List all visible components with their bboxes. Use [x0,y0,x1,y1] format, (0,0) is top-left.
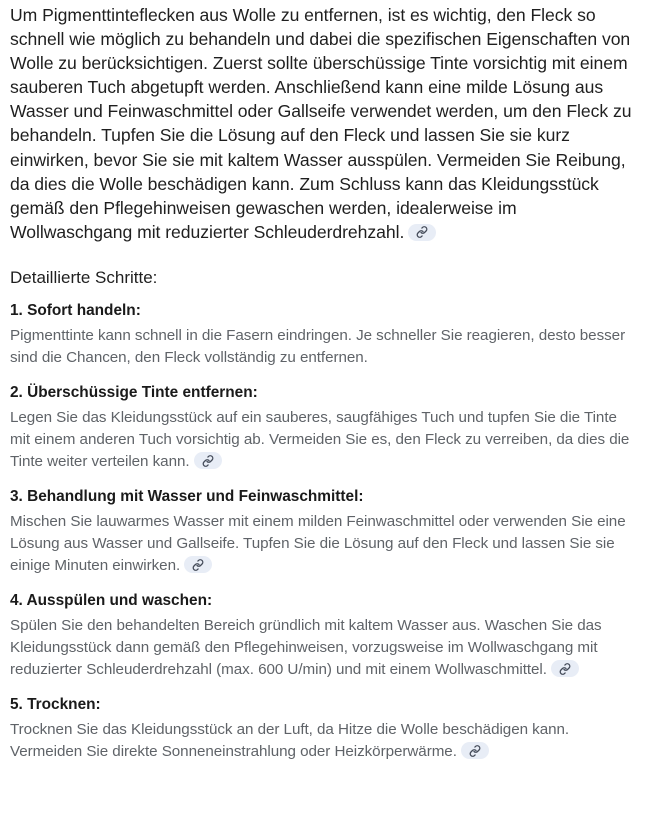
step-text [10,615,639,681]
step-item [10,301,639,369]
citation-link-button[interactable] [408,224,436,241]
step-text [10,325,639,369]
step-title: 5. Trocknen: [10,695,101,713]
step-text [10,719,639,763]
link-icon [469,745,481,757]
step-text-content: Legen Sie das Kleidungsstück auf ein sauberes, saugfähiges Tuch und tupfen Sie die Tinte mit einem anderen Tuch vorsichtig ab. Vermeiden Sie es, den Fleck zu verreiben, da dies die Tinte weiter verteilen kann. [10,408,630,470]
step-title: 3. Behandlung mit Wasser und Feinwaschmittel: [10,487,364,505]
step-text-content: Mischen Sie lauwarmes Wasser mit einem milden Feinwaschmittel oder verwenden Sie eine Lösung aus Wasser und Gallseife. Tupfen Sie die Lösung auf den Fleck und lassen Sie sie einige Minuten einwirken. [10,512,626,574]
step-text-content: Spülen Sie den behandelten Bereich gründlich mit kaltem Wasser aus. Waschen Sie das Kleidungsstück dann gemäß den Pflegehinweisen, vorzugsweise im Wollwaschgang mit reduzierter Schleuderdrehzahl (max. 600 U/min) und mit einem Wollwaschmittel. [10,616,602,678]
step-title: 2. Überschüssige Tinte entfernen: [10,383,258,401]
step-text-content: Trocknen Sie das Kleidungsstück an der Luft, da Hitze die Wolle beschädigen kann. Vermeiden Sie direkte Sonneneinstrahlung oder Heizkörperwärme. [10,720,570,760]
step-title: 1. Sofort handeln: [10,301,141,319]
citation-link-button[interactable] [184,556,212,573]
citation-link-button[interactable] [194,452,222,469]
intro-text: Um Pigmenttinteflecken aus Wolle zu entfernen, ist es wichtig, den Fleck so schnell wie möglich zu behandeln und dabei die spezifischen Eigenschaften von Wolle zu berücksichtigen. Zuerst sollte überschüssige Tinte vorsichtig mit einem sauberen Tuch abgetupft werden. Anschließend kann eine milde Lösung aus Wasser und Feinwaschmittel oder Gallseife verwendet werden, um den Fleck zu behandeln. Tupfen Sie die Lösung auf den Fleck und lassen Sie sie kurz einwirken, bevor Sie sie mit kaltem Wasser ausspülen. Vermeiden Sie Reibung, da dies die Wolle beschädigen kann. Zum Schluss kann das Kleidungsstück gemäß den Pflegehinweisen gewaschen werden, idealerweise im Wollwaschgang mit reduzierter Schleuderdrehzahl. [10,5,632,242]
step-text-content: Pigmenttinte kann schnell in die Fasern eindringen. Je schneller Sie reagieren, desto besser sind die Chancen, den Fleck vollständig zu entfernen. [10,326,626,366]
step-title: 4. Ausspülen und waschen: [10,591,213,609]
step-item [10,383,639,473]
link-icon [202,455,214,467]
step-item [10,695,639,763]
link-icon [192,559,204,571]
step-text [10,407,639,473]
link-icon [416,226,428,238]
details-heading: Detaillierte Schritte: [10,267,158,287]
step-item [10,487,639,577]
citation-link-button[interactable] [551,660,579,677]
step-text [10,511,639,577]
link-icon [559,663,571,675]
citation-link-button[interactable] [461,742,489,759]
step-item [10,591,639,681]
intro-paragraph [10,3,639,244]
